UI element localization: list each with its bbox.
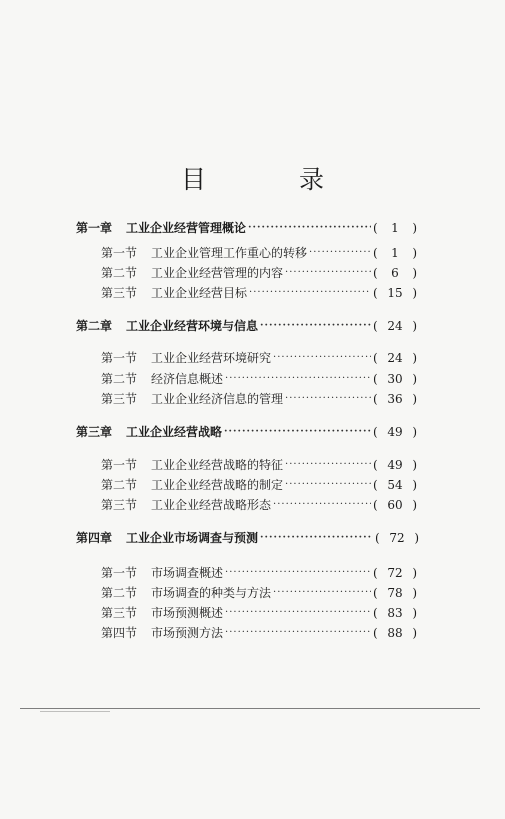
page-number: ( 78 )	[373, 583, 417, 603]
toc-entry-chapter-1[interactable]	[76, 218, 417, 238]
page-number: ( 72 )	[373, 563, 417, 583]
section-title: 市场预测方法	[151, 626, 224, 640]
section-number: 第二节	[101, 478, 138, 492]
section-title: 经济信息概述	[151, 372, 224, 386]
dot-leader	[225, 623, 371, 643]
chapter-number: 第二章	[76, 319, 113, 333]
dot-leader	[260, 528, 373, 548]
page-number: ( 1 )	[373, 243, 417, 263]
toc-entry-section[interactable]	[101, 603, 417, 623]
page-number: ( 24 )	[373, 348, 417, 368]
section-title: 市场预测概述	[151, 606, 224, 620]
chapter-number: 第三章	[76, 425, 113, 439]
section-number: 第二节	[101, 372, 138, 386]
page-number: ( 72 )	[375, 528, 419, 548]
toc-entry-section[interactable]	[101, 495, 417, 515]
section-number: 第二节	[101, 586, 138, 600]
chapter-number: 第一章	[76, 221, 113, 235]
toc-entry-section[interactable]	[101, 348, 417, 368]
section-title: 市场调查概述	[151, 566, 224, 580]
section-number: 第一节	[101, 566, 138, 580]
section-number: 第一节	[101, 458, 138, 472]
page-number: ( 6 )	[373, 263, 417, 283]
chapter-title: 工业企业市场调查与预测	[126, 531, 259, 545]
toc-entry-section[interactable]	[101, 389, 417, 409]
chapter-number: 第四章	[76, 531, 113, 545]
toc-entry-section[interactable]	[101, 623, 417, 643]
section-title: 工业企业经营环境研究	[151, 351, 272, 365]
toc-entry-section[interactable]	[101, 563, 417, 583]
section-number: 第一节	[101, 351, 138, 365]
page-title: 目 录	[180, 165, 358, 194]
dot-leader	[273, 348, 371, 368]
dot-leader	[273, 495, 371, 515]
toc-entry-section[interactable]	[101, 243, 417, 263]
section-title: 工业企业经营战略的制定	[151, 478, 284, 492]
section-title: 市场调查的种类与方法	[151, 586, 272, 600]
dot-leader	[285, 455, 371, 475]
toc-entry-section[interactable]	[101, 263, 417, 283]
section-number: 第三节	[101, 286, 138, 300]
dot-leader	[224, 422, 371, 442]
chapter-title: 工业企业经营环境与信息	[126, 319, 259, 333]
dot-leader	[309, 243, 371, 263]
dot-leader	[285, 475, 371, 495]
dot-leader	[248, 218, 371, 238]
section-title: 工业企业经营管理的内容	[151, 266, 284, 280]
page-number: ( 30 )	[373, 369, 417, 389]
page-bottom-rule-fragment	[40, 711, 110, 712]
page-number: ( 24 )	[373, 316, 417, 336]
toc-entry-chapter-2[interactable]	[76, 316, 417, 336]
page-bottom-rule	[20, 708, 480, 709]
section-title: 工业企业经营目标	[151, 286, 248, 300]
page-number: ( 36 )	[373, 389, 417, 409]
section-number: 第三节	[101, 392, 138, 406]
chapter-title: 工业企业经营管理概论	[126, 221, 247, 235]
toc-entry-section[interactable]	[101, 455, 417, 475]
page-number: ( 49 )	[373, 422, 417, 442]
toc-entry-section[interactable]	[101, 369, 417, 389]
section-number: 第三节	[101, 606, 138, 620]
toc-entry-section[interactable]	[101, 583, 417, 603]
dot-leader	[273, 583, 371, 603]
dot-leader	[249, 283, 371, 303]
toc-entry-chapter-3[interactable]	[76, 422, 417, 442]
dot-leader	[260, 316, 371, 336]
page-number: ( 83 )	[373, 603, 417, 623]
dot-leader	[225, 369, 371, 389]
dot-leader	[285, 389, 371, 409]
section-title: 工业企业经济信息的管理	[151, 392, 284, 406]
toc-entry-section[interactable]	[101, 283, 417, 303]
toc-entry-section[interactable]	[101, 475, 417, 495]
page-number: ( 15 )	[373, 283, 417, 303]
dot-leader	[285, 263, 371, 283]
section-title: 工业企业经营战略形态	[151, 498, 272, 512]
page-number: ( 54 )	[373, 475, 417, 495]
dot-leader	[225, 603, 371, 623]
page-number: ( 60 )	[373, 495, 417, 515]
section-title: 工业企业经营战略的特征	[151, 458, 284, 472]
section-number: 第一节	[101, 246, 138, 260]
dot-leader	[225, 563, 371, 583]
page-number: ( 49 )	[373, 455, 417, 475]
section-number: 第四节	[101, 626, 138, 640]
toc-entry-chapter-4[interactable]	[76, 528, 419, 548]
section-number: 第二节	[101, 266, 138, 280]
chapter-title: 工业企业经营战略	[126, 425, 223, 439]
section-number: 第三节	[101, 498, 138, 512]
page-number: ( 1 )	[373, 218, 417, 238]
section-title: 工业企业管理工作重心的转移	[151, 246, 308, 260]
page-number: ( 88 )	[373, 623, 417, 643]
